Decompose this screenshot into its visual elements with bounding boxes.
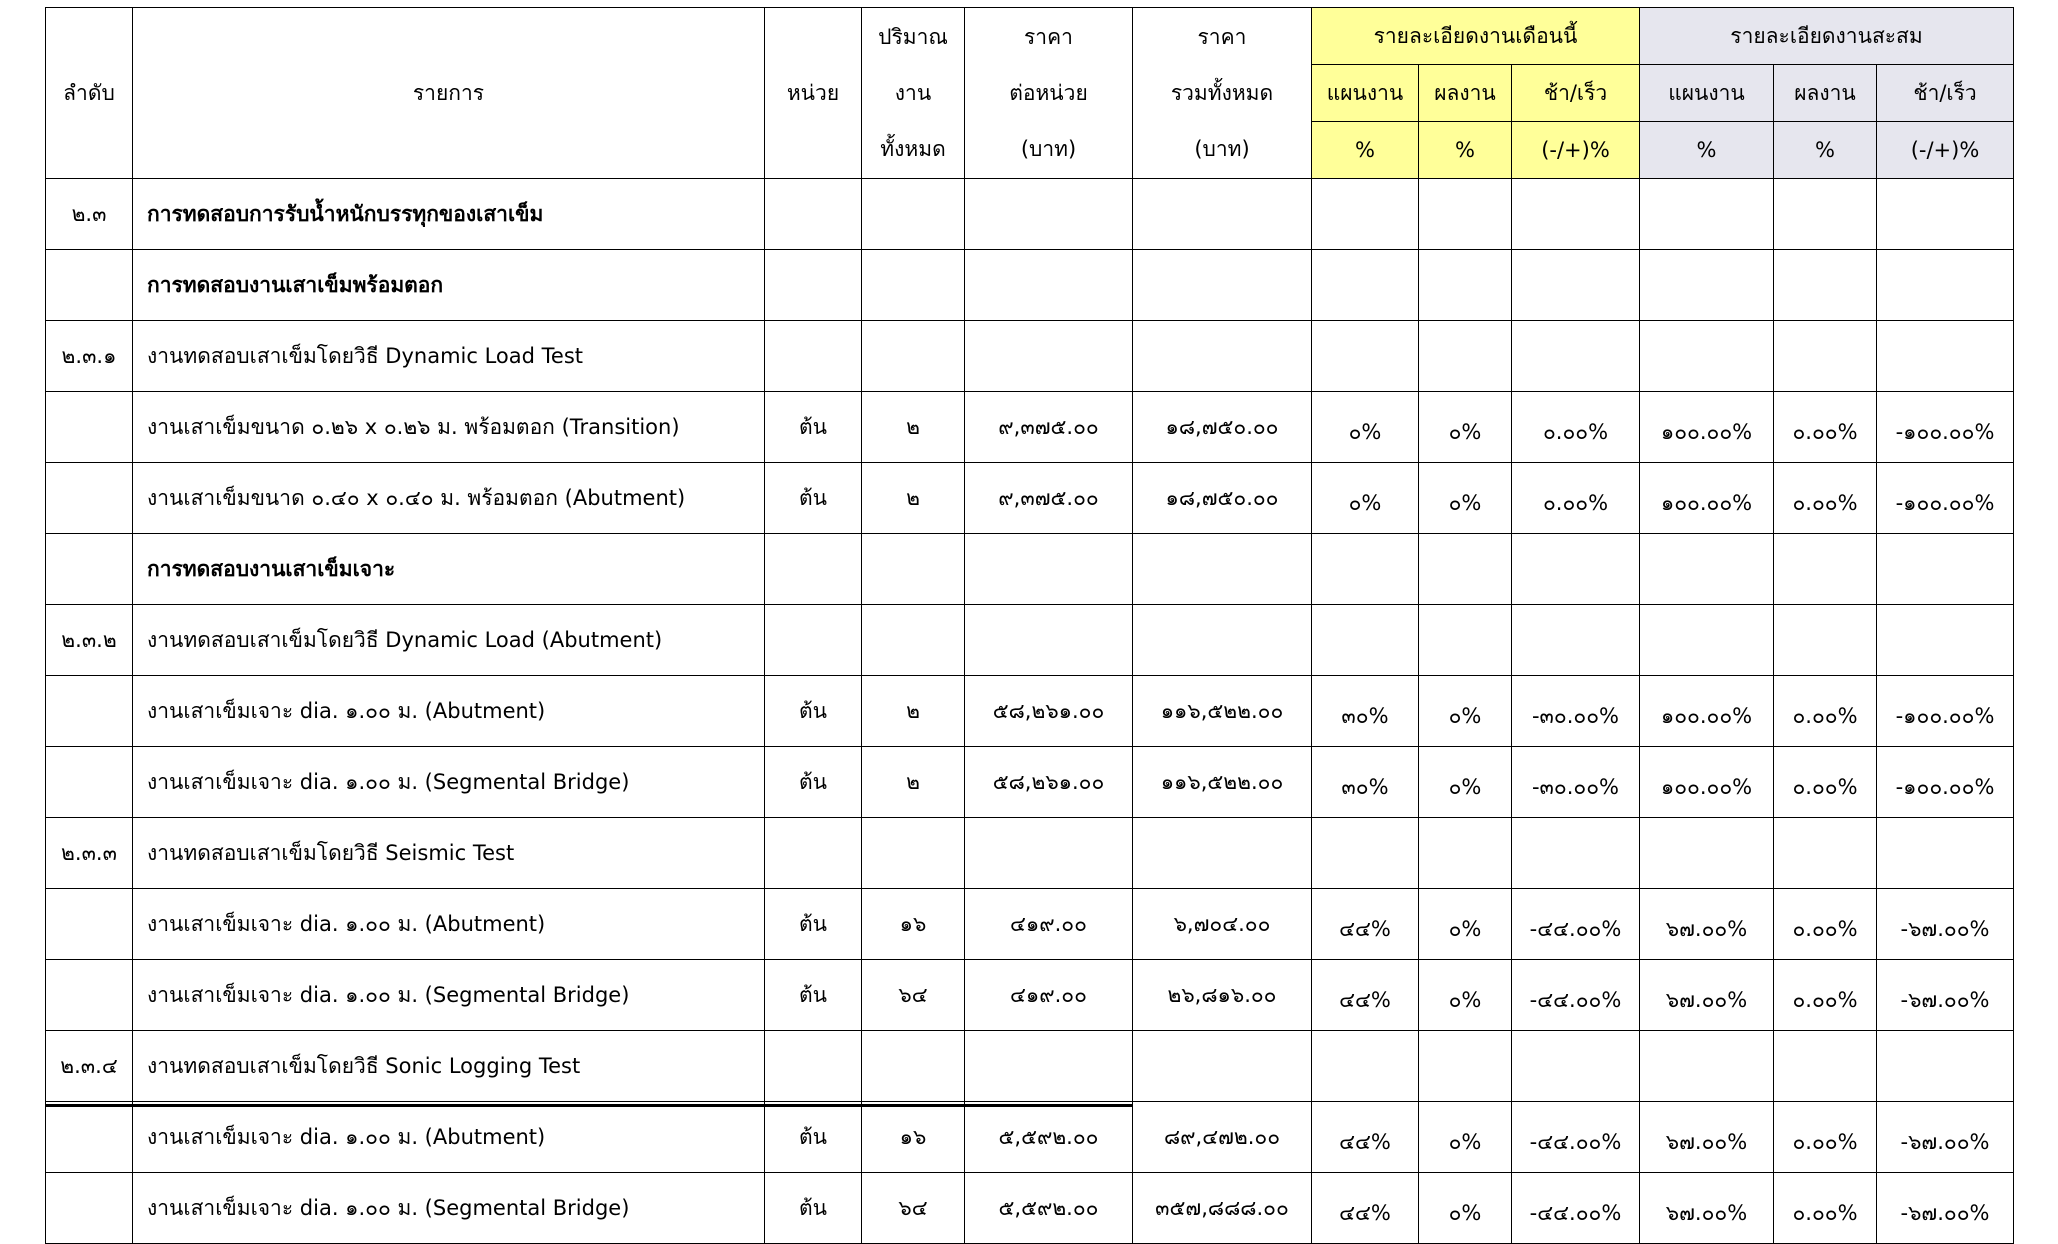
- row-month-diff: -๔๔.๐๐%: [1512, 1102, 1640, 1173]
- row-accum-plan: [1640, 1031, 1774, 1102]
- row-month-plan: [1312, 1031, 1419, 1102]
- row-total-price: [1133, 534, 1312, 605]
- row-total-price: [1133, 605, 1312, 676]
- row-accum-result: ๐.๐๐%: [1774, 1173, 1877, 1244]
- row-total-price: ๑๘,๗๕๐.๐๐: [1133, 392, 1312, 463]
- row-accum-plan: ๑๐๐.๐๐%: [1640, 676, 1774, 747]
- row-total-price: [1133, 321, 1312, 392]
- row-qty: [862, 179, 965, 250]
- row-unit: [765, 605, 862, 676]
- row-unit: ต้น: [765, 747, 862, 818]
- row-no: [46, 463, 133, 534]
- row-qty: ๒: [862, 676, 965, 747]
- row-no: [46, 960, 133, 1031]
- row-month-result: ๐%: [1419, 676, 1512, 747]
- row-accum-plan: ๖๗.๐๐%: [1640, 1173, 1774, 1244]
- row-no: ๒.๓.๓: [46, 818, 133, 889]
- table-row: [46, 250, 2014, 321]
- header-accum-result-unit: %: [1774, 122, 1877, 179]
- table-row: [46, 463, 2014, 534]
- row-month-result: ๐%: [1419, 1102, 1512, 1173]
- row-month-plan: ๐%: [1312, 392, 1419, 463]
- header-unit: หน่วย: [765, 8, 862, 179]
- row-accum-result: [1774, 534, 1877, 605]
- row-accum-diff: [1877, 534, 2014, 605]
- row-accum-diff: [1877, 1031, 2014, 1102]
- row-no: [46, 392, 133, 463]
- table-row: [46, 889, 2014, 960]
- row-qty: ๒: [862, 463, 965, 534]
- row-item: งานทดสอบเสาเข็มโดยวิธี Seismic Test: [133, 818, 765, 889]
- table-body: [46, 179, 2014, 1244]
- row-month-diff: -๔๔.๐๐%: [1512, 889, 1640, 960]
- row-month-plan: [1312, 605, 1419, 676]
- row-accum-diff: -๑๐๐.๐๐%: [1877, 463, 2014, 534]
- row-month-result: [1419, 818, 1512, 889]
- row-month-diff: -๓๐.๐๐%: [1512, 747, 1640, 818]
- row-month-diff: ๐.๐๐%: [1512, 463, 1640, 534]
- table-row: [46, 818, 2014, 889]
- row-unit-price: ๔๑๙.๐๐: [965, 889, 1133, 960]
- table-row: [46, 179, 2014, 250]
- row-accum-diff: -๖๗.๐๐%: [1877, 960, 2014, 1031]
- row-month-diff: -๔๔.๐๐%: [1512, 960, 1640, 1031]
- row-month-result: [1419, 534, 1512, 605]
- row-month-result: ๐%: [1419, 889, 1512, 960]
- row-month-plan: [1312, 250, 1419, 321]
- row-accum-diff: -๑๐๐.๐๐%: [1877, 676, 2014, 747]
- row-month-plan: ๔๔%: [1312, 1102, 1419, 1173]
- row-qty: ๒: [862, 392, 965, 463]
- row-unit: ต้น: [765, 676, 862, 747]
- header-month-diff: ช้า/เร็ว: [1512, 65, 1640, 122]
- table-row: [46, 676, 2014, 747]
- row-unit-price: ๕,๕๙๒.๐๐: [965, 1173, 1133, 1244]
- header-accum-result: ผลงาน: [1774, 65, 1877, 122]
- row-accum-plan: ๑๐๐.๐๐%: [1640, 463, 1774, 534]
- row-item: งานเสาเข็มเจาะ dia. ๑.๐๐ ม. (Segmental Bridge): [133, 747, 765, 818]
- header-accum-diff-unit: (-/+)%: [1877, 122, 2014, 179]
- row-total-price: ๑๑๖,๕๒๒.๐๐: [1133, 747, 1312, 818]
- table-row: [46, 747, 2014, 818]
- row-accum-result: ๐.๐๐%: [1774, 960, 1877, 1031]
- header-accum-plan: แผนงาน: [1640, 65, 1774, 122]
- header-qty-line1: ปริมาณ: [878, 25, 948, 49]
- row-accum-diff: -๑๐๐.๐๐%: [1877, 747, 2014, 818]
- row-accum-result: ๐.๐๐%: [1774, 392, 1877, 463]
- row-month-plan: ๔๔%: [1312, 1173, 1419, 1244]
- row-no: [46, 1173, 133, 1244]
- row-unit: [765, 179, 862, 250]
- row-accum-plan: [1640, 179, 1774, 250]
- row-accum-plan: [1640, 818, 1774, 889]
- row-unit: [765, 534, 862, 605]
- row-accum-diff: [1877, 605, 2014, 676]
- row-month-diff: -๓๐.๐๐%: [1512, 676, 1640, 747]
- row-total-price: ๖,๗๐๔.๐๐: [1133, 889, 1312, 960]
- row-month-diff: [1512, 534, 1640, 605]
- row-total-price: [1133, 250, 1312, 321]
- row-total-price: ๘๙,๔๗๒.๐๐: [1133, 1102, 1312, 1173]
- row-accum-plan: ๖๗.๐๐%: [1640, 1102, 1774, 1173]
- row-total-price: ๒๖,๘๑๖.๐๐: [1133, 960, 1312, 1031]
- row-month-result: [1419, 1031, 1512, 1102]
- row-item: งานทดสอบเสาเข็มโดยวิธี Sonic Logging Test: [133, 1031, 765, 1102]
- row-month-diff: [1512, 250, 1640, 321]
- row-qty: ๑๖: [862, 889, 965, 960]
- row-total-price: [1133, 818, 1312, 889]
- header-month-plan-unit: %: [1312, 122, 1419, 179]
- table-row: [46, 392, 2014, 463]
- row-unit-price: [965, 179, 1133, 250]
- table-row: [46, 1173, 2014, 1244]
- row-unit-price: [965, 250, 1133, 321]
- row-month-plan: [1312, 321, 1419, 392]
- row-accum-plan: ๖๗.๐๐%: [1640, 960, 1774, 1031]
- bottom-rule: [45, 1104, 1132, 1107]
- row-no: [46, 676, 133, 747]
- header-qty-line2: งาน: [894, 81, 932, 105]
- row-accum-plan: [1640, 534, 1774, 605]
- header-total-price-line1: ราคา: [1197, 25, 1247, 49]
- row-month-result: [1419, 605, 1512, 676]
- header-accum-plan-unit: %: [1640, 122, 1774, 179]
- row-accum-result: [1774, 605, 1877, 676]
- row-month-plan: ๓๐%: [1312, 747, 1419, 818]
- row-qty: ๖๔: [862, 1173, 965, 1244]
- row-item: งานทดสอบเสาเข็มโดยวิธี Dynamic Load Test: [133, 321, 765, 392]
- row-item: งานเสาเข็มขนาด ๐.๒๖ x ๐.๒๖ ม. พร้อมตอก (Transition): [133, 392, 765, 463]
- row-accum-result: ๐.๐๐%: [1774, 676, 1877, 747]
- row-unit-price: ๙,๓๗๕.๐๐: [965, 463, 1133, 534]
- table-row: [46, 605, 2014, 676]
- row-unit-price: [965, 605, 1133, 676]
- row-unit: ต้น: [765, 1173, 862, 1244]
- header-item: รายการ: [133, 8, 765, 179]
- row-qty: [862, 250, 965, 321]
- header-unit-price-line1: ราคา: [1024, 25, 1073, 49]
- header-qty: [862, 8, 965, 179]
- row-item: การทดสอบงานเสาเข็มพร้อมตอก: [133, 250, 765, 321]
- row-no: [46, 747, 133, 818]
- row-unit: [765, 250, 862, 321]
- row-total-price: ๑๘,๗๕๐.๐๐: [1133, 463, 1312, 534]
- row-accum-plan: [1640, 250, 1774, 321]
- row-accum-plan: [1640, 321, 1774, 392]
- row-month-result: ๐%: [1419, 392, 1512, 463]
- row-item: งานเสาเข็มเจาะ dia. ๑.๐๐ ม. (Abutment): [133, 1102, 765, 1173]
- row-unit-price: [965, 1031, 1133, 1102]
- row-accum-plan: [1640, 605, 1774, 676]
- row-no: ๒.๓.๔: [46, 1031, 133, 1102]
- work-progress-table: [45, 7, 2014, 1244]
- row-no: [46, 250, 133, 321]
- row-item: งานเสาเข็มเจาะ dia. ๑.๐๐ ม. (Abutment): [133, 889, 765, 960]
- row-no: [46, 889, 133, 960]
- row-unit-price: ๙,๓๗๕.๐๐: [965, 392, 1133, 463]
- row-accum-result: ๐.๐๐%: [1774, 463, 1877, 534]
- row-accum-result: [1774, 1031, 1877, 1102]
- row-qty: [862, 1031, 965, 1102]
- header-no: ลำดับ: [46, 8, 133, 179]
- row-unit: ต้น: [765, 1102, 862, 1173]
- table-row: [46, 1031, 2014, 1102]
- header-unit-price-line3: (บาท): [1020, 137, 1077, 161]
- header-unit-price-line2: ต่อหน่วย: [1009, 81, 1088, 105]
- row-unit: [765, 818, 862, 889]
- row-accum-result: ๐.๐๐%: [1774, 747, 1877, 818]
- row-accum-diff: -๖๗.๐๐%: [1877, 889, 2014, 960]
- row-item: งานเสาเข็มเจาะ dia. ๑.๐๐ ม. (Segmental Bridge): [133, 1173, 765, 1244]
- row-unit: ต้น: [765, 889, 862, 960]
- row-item: งานทดสอบเสาเข็มโดยวิธี Dynamic Load (Abutment): [133, 605, 765, 676]
- row-accum-diff: [1877, 250, 2014, 321]
- header-total-price: [1133, 8, 1312, 179]
- row-accum-diff: [1877, 179, 2014, 250]
- header-qty-line3: ทั้งหมด: [880, 137, 946, 161]
- row-month-result: ๐%: [1419, 747, 1512, 818]
- row-no: ๒.๓.๑: [46, 321, 133, 392]
- row-accum-plan: ๑๐๐.๐๐%: [1640, 392, 1774, 463]
- row-month-result: ๐%: [1419, 960, 1512, 1031]
- row-month-result: ๐%: [1419, 1173, 1512, 1244]
- row-unit: ต้น: [765, 463, 862, 534]
- row-unit-price: ๕๘,๒๖๑.๐๐: [965, 747, 1133, 818]
- row-qty: [862, 605, 965, 676]
- header-month-plan: แผนงาน: [1312, 65, 1419, 122]
- row-month-result: [1419, 321, 1512, 392]
- header-unit-price: [965, 8, 1133, 179]
- row-accum-result: [1774, 321, 1877, 392]
- header-total-price-line3: (บาท): [1194, 137, 1250, 161]
- row-month-result: [1419, 250, 1512, 321]
- row-month-plan: ๔๔%: [1312, 960, 1419, 1031]
- row-accum-plan: ๑๐๐.๐๐%: [1640, 747, 1774, 818]
- row-item: การทดสอบงานเสาเข็มเจาะ: [133, 534, 765, 605]
- row-qty: [862, 321, 965, 392]
- row-item: การทดสอบการรับน้ำหนักบรรทุกของเสาเข็ม: [133, 179, 765, 250]
- row-no: [46, 1102, 133, 1173]
- row-month-diff: ๐.๐๐%: [1512, 392, 1640, 463]
- row-unit: ต้น: [765, 960, 862, 1031]
- row-unit-price: ๔๑๙.๐๐: [965, 960, 1133, 1031]
- row-month-result: [1419, 179, 1512, 250]
- row-accum-plan: ๖๗.๐๐%: [1640, 889, 1774, 960]
- row-unit: [765, 321, 862, 392]
- row-qty: ๖๔: [862, 960, 965, 1031]
- row-total-price: ๓๕๗,๘๘๘.๐๐: [1133, 1173, 1312, 1244]
- header-month-group: รายละเอียดงานเดือนนี้: [1312, 8, 1640, 65]
- row-no: [46, 534, 133, 605]
- row-unit-price: [965, 534, 1133, 605]
- table-header: [46, 8, 2014, 179]
- row-item: งานเสาเข็มขนาด ๐.๔๐ x ๐.๔๐ ม. พร้อมตอก (Abutment): [133, 463, 765, 534]
- row-month-diff: -๔๔.๐๐%: [1512, 1173, 1640, 1244]
- row-qty: [862, 818, 965, 889]
- table-row: [46, 960, 2014, 1031]
- row-month-plan: [1312, 534, 1419, 605]
- row-unit-price: ๕๘,๒๖๑.๐๐: [965, 676, 1133, 747]
- row-month-diff: [1512, 605, 1640, 676]
- row-no: ๒.๓: [46, 179, 133, 250]
- row-month-plan: ๓๐%: [1312, 676, 1419, 747]
- row-accum-result: ๐.๐๐%: [1774, 889, 1877, 960]
- row-total-price: [1133, 179, 1312, 250]
- row-month-plan: [1312, 818, 1419, 889]
- table-row: [46, 321, 2014, 392]
- header-month-result: ผลงาน: [1419, 65, 1512, 122]
- header-month-result-unit: %: [1419, 122, 1512, 179]
- row-qty: [862, 534, 965, 605]
- row-month-diff: [1512, 321, 1640, 392]
- header-total-price-line2: รวมทั้งหมด: [1170, 81, 1274, 105]
- row-accum-result: [1774, 250, 1877, 321]
- row-no: ๒.๓.๒: [46, 605, 133, 676]
- row-accum-result: [1774, 818, 1877, 889]
- row-unit: ต้น: [765, 392, 862, 463]
- row-month-diff: [1512, 179, 1640, 250]
- row-accum-diff: [1877, 818, 2014, 889]
- row-total-price: [1133, 1031, 1312, 1102]
- row-accum-result: ๐.๐๐%: [1774, 1102, 1877, 1173]
- row-accum-diff: [1877, 321, 2014, 392]
- header-accum-group: รายละเอียดงานสะสม: [1640, 8, 2014, 65]
- row-month-result: ๐%: [1419, 463, 1512, 534]
- row-unit: [765, 1031, 862, 1102]
- row-month-plan: ๐%: [1312, 463, 1419, 534]
- header-accum-diff: ช้า/เร็ว: [1877, 65, 2014, 122]
- row-accum-diff: -๖๗.๐๐%: [1877, 1173, 2014, 1244]
- row-month-plan: [1312, 179, 1419, 250]
- row-unit-price: ๕,๕๙๒.๐๐: [965, 1102, 1133, 1173]
- row-total-price: ๑๑๖,๕๒๒.๐๐: [1133, 676, 1312, 747]
- table-row: [46, 1102, 2014, 1173]
- header-month-diff-unit: (-/+)%: [1512, 122, 1640, 179]
- row-accum-diff: -๖๗.๐๐%: [1877, 1102, 2014, 1173]
- row-month-diff: [1512, 1031, 1640, 1102]
- row-month-plan: ๔๔%: [1312, 889, 1419, 960]
- row-item: งานเสาเข็มเจาะ dia. ๑.๐๐ ม. (Segmental Bridge): [133, 960, 765, 1031]
- row-item: งานเสาเข็มเจาะ dia. ๑.๐๐ ม. (Abutment): [133, 676, 765, 747]
- row-qty: ๑๖: [862, 1102, 965, 1173]
- row-month-diff: [1512, 818, 1640, 889]
- row-unit-price: [965, 321, 1133, 392]
- row-unit-price: [965, 818, 1133, 889]
- row-accum-diff: -๑๐๐.๐๐%: [1877, 392, 2014, 463]
- row-qty: ๒: [862, 747, 965, 818]
- table-row: [46, 534, 2014, 605]
- row-accum-result: [1774, 179, 1877, 250]
